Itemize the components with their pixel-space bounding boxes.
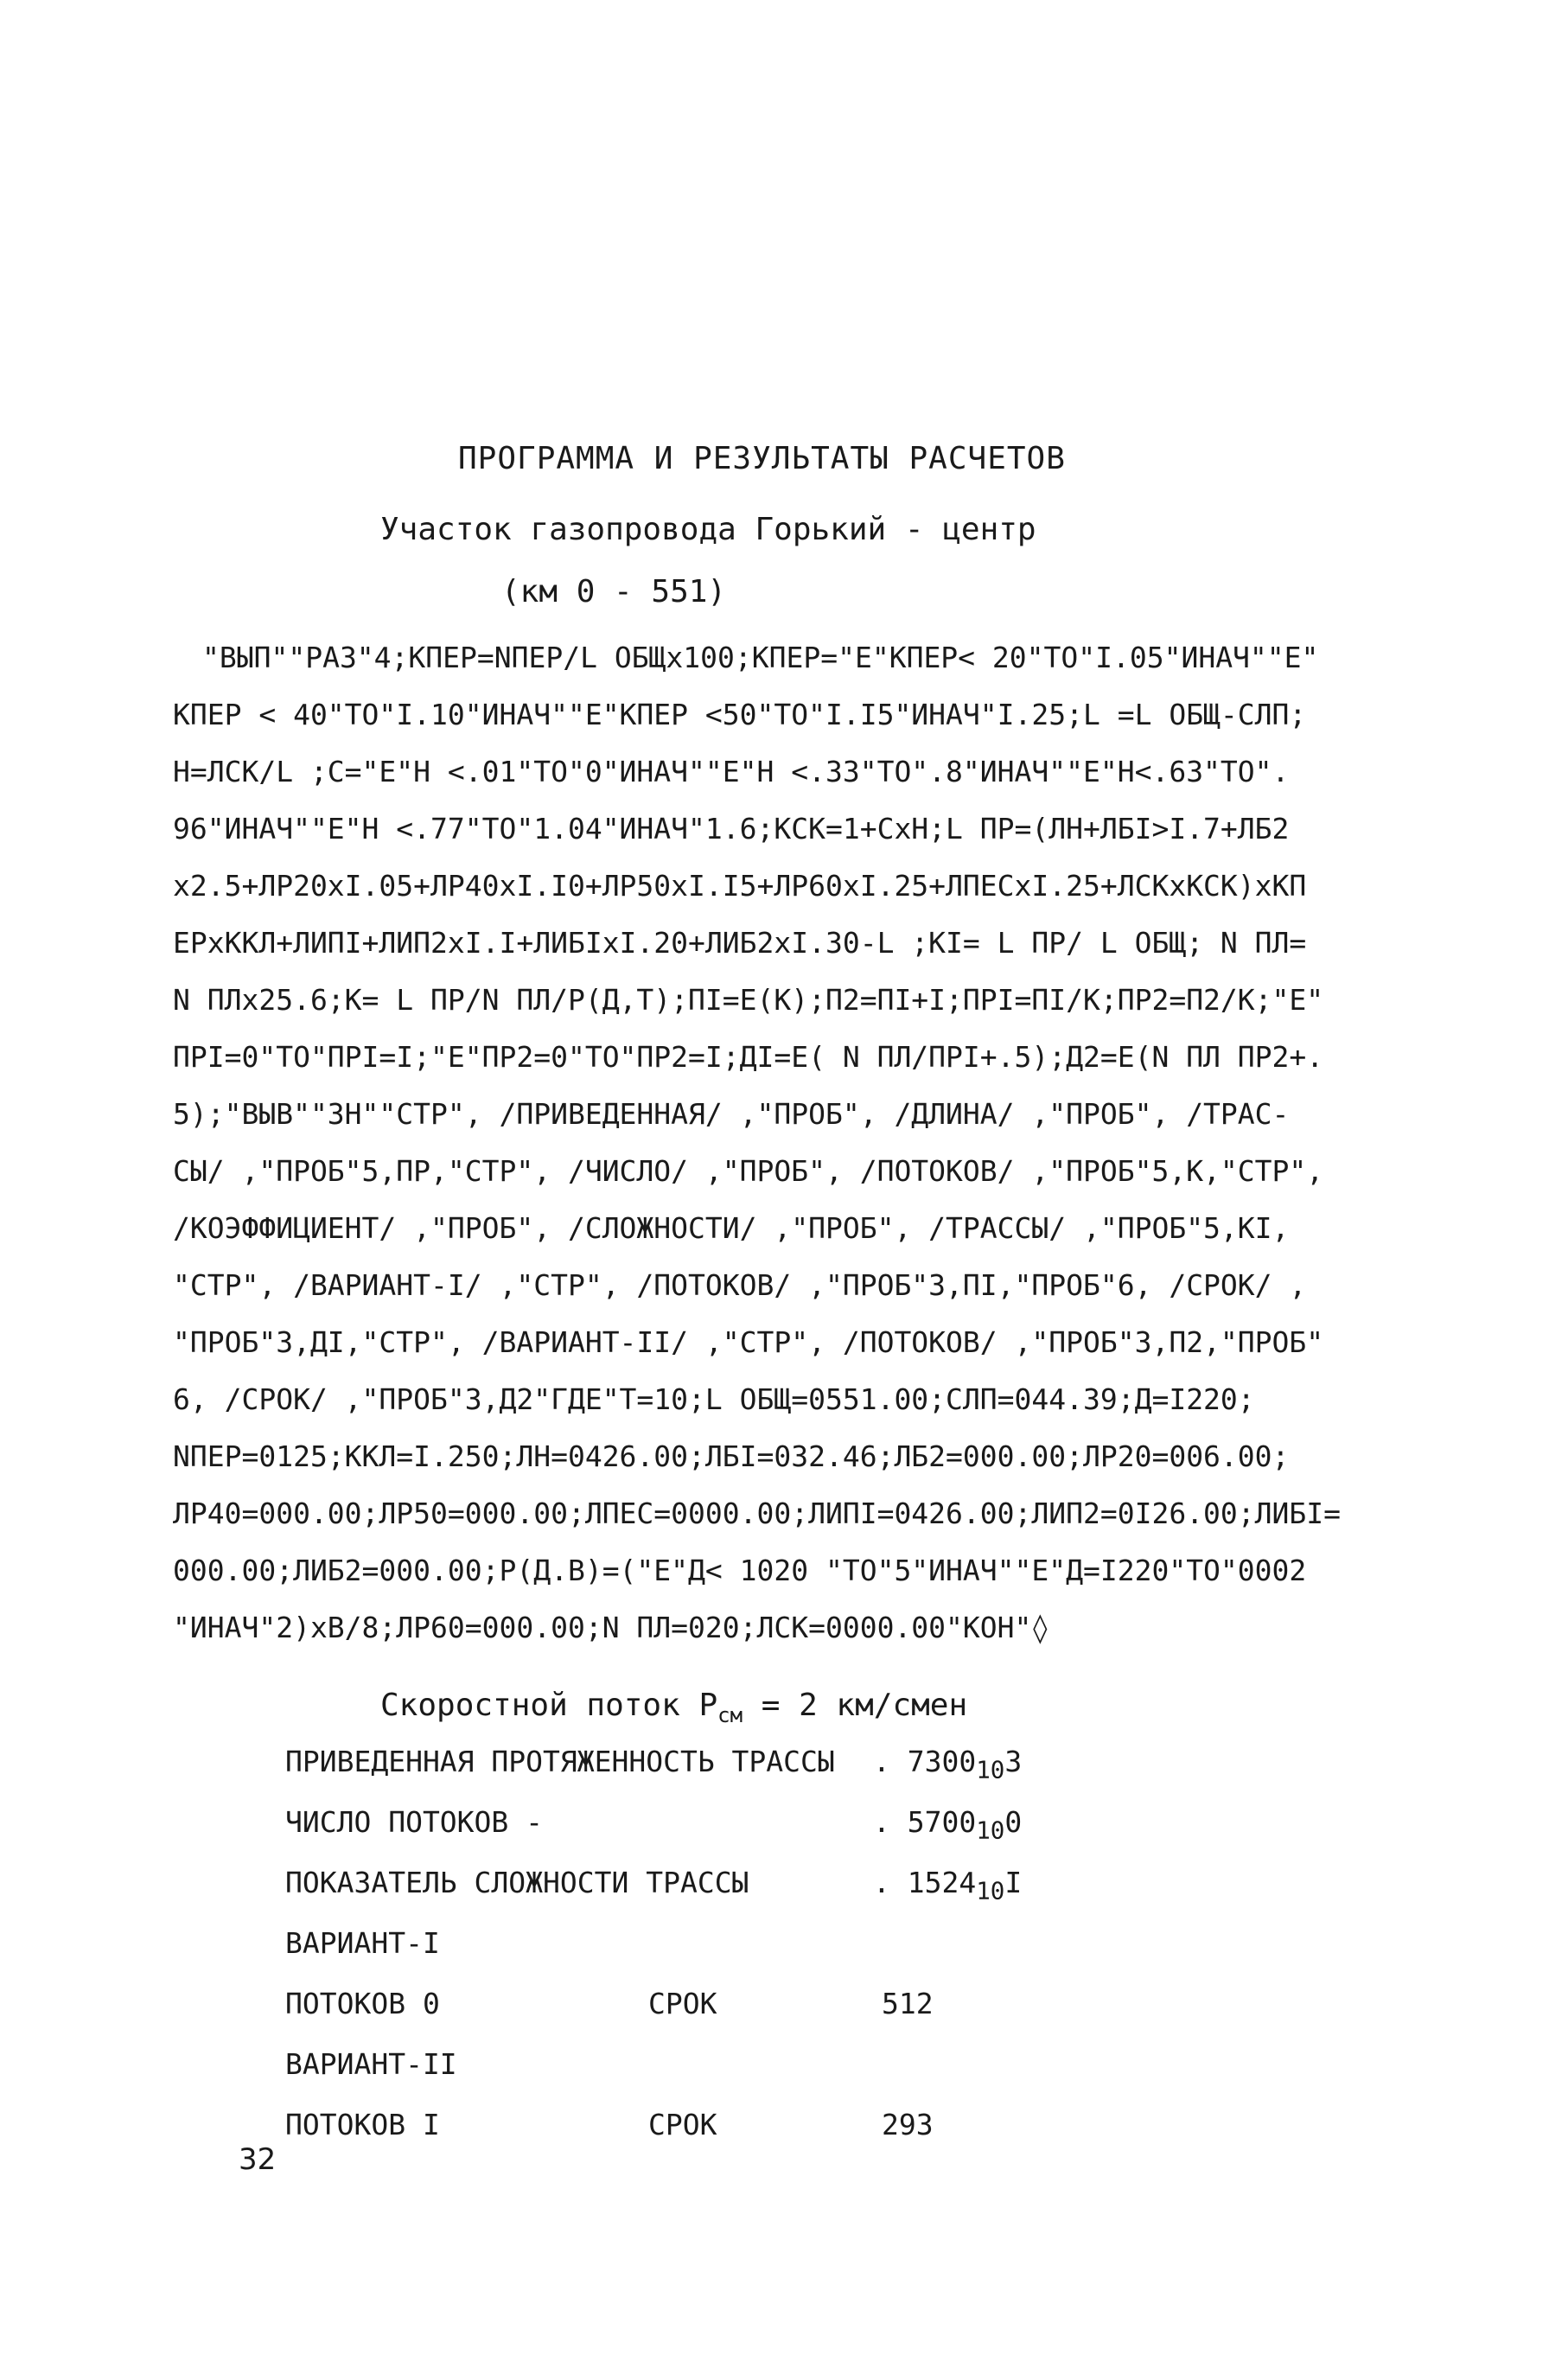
code-line: СЫ/ ,"ПРОБ"5,ПР,"СТР", /ЧИСЛО/ ,"ПРОБ", /ПОТОКОВ/ ,"ПРОБ"5,К,"СТР", [173, 1154, 1324, 1188]
result-value: 293 [882, 2108, 934, 2141]
code-line: ЕРхККЛ+ЛИПI+ЛИП2хI.I+ЛИБIхI.20+ЛИБ2хI.30-L ;КI= L ПР/ L ОБЩ; N ПЛ= [173, 926, 1307, 960]
flow-rate-line [380, 1688, 967, 1727]
result-value: 512 [882, 1987, 934, 2020]
result-label: ПОТОКОВ 0 [285, 1987, 440, 2020]
result-row [285, 1866, 1323, 1926]
result-label: ПРИВЕДЕННАЯ ПРОТЯЖЕННОСТЬ ТРАССЫ [285, 1745, 835, 1778]
code-line: ПРI=0"ТО"ПРI=I;"Е"ПР2=0"ТО"ПР2=I;ДI=Е( N ПЛ/ПРI+.5);Д2=Е(N ПЛ ПР2+. [173, 1040, 1324, 1074]
flow-label: Скоростной поток Р [380, 1688, 718, 1723]
kilometer-range: (км 0 - 551) [501, 574, 727, 609]
code-line: ЛР40=000.00;ЛР50=000.00;ЛПЕС=0000.00;ЛИПI=0426.00;ЛИП2=0I26.00;ЛИБI= [173, 1497, 1342, 1530]
result-row [285, 1805, 1323, 1866]
result-label: ПОТОКОВ I [285, 2108, 440, 2141]
result-label: ЧИСЛО ПОТОКОВ - [285, 1805, 544, 1839]
code-line: "ИНАЧ"2)хВ/8;ЛР60=000.00;N ПЛ=020;ЛСК=0000.00"КОН"◊ [173, 1611, 1049, 1644]
document-title: ПРОГРАММА И РЕЗУЛЬТАТЫ РАСЧЕТОВ [458, 441, 1066, 476]
code-line: 5);"ВЫВ""ЗН""СТР", /ПРИВЕДЕННАЯ/ ,"ПРОБ", /ДЛИНА/ ,"ПРОБ", /ТРАС- [173, 1097, 1290, 1131]
result-value: . $1524_{10}I$ [873, 1866, 1023, 1905]
code-line: NПЕР=0125;ККЛ=I.250;ЛН=0426.00;ЛБI=032.46;ЛБ2=000.00;ЛР20=006.00; [173, 1439, 1290, 1473]
flow-subscript: см [717, 1703, 743, 1728]
result-value: . $5700_{10}0$ [873, 1805, 1023, 1845]
code-line: /КОЭФФИЦИЕНТ/ ,"ПРОБ", /СЛОЖНОСТИ/ ,"ПРОБ", /ТРАССЫ/ ,"ПРОБ"5,КI, [173, 1211, 1290, 1245]
code-line: 6, /СРОК/ ,"ПРОБ"3,Д2"ГДЕ"Т=10;L ОБЩ=0551.00;СЛП=044.39;Д=I220; [173, 1382, 1255, 1416]
page-number: 32 [239, 2142, 277, 2177]
code-line: "ВЫП""РАЗ"4;КПЕР=NПЕР/L ОБЩх100;КПЕР="Е"КПЕР< 20"ТО"I.05"ИНАЧ""Е" [202, 641, 1319, 674]
code-line: 000.00;ЛИБ2=000.00;Р(Д.В)=("Е"Д< 1020 "ТО"5"ИНАЧ""Е"Д=I220"ТО"0002 [173, 1554, 1307, 1587]
code-line: КПЕР < 40"ТО"I.10"ИНАЧ""Е"КПЕР <50"ТО"I.I5"ИНАЧ"I.25;L =L ОБЩ-СЛП; [173, 698, 1307, 731]
code-line: х2.5+ЛР20хI.05+ЛР40хI.I0+ЛР50хI.I5+ЛР60хI.25+ЛПЕСхI.25+ЛСКхКСК)хКП [173, 869, 1307, 903]
result-row [285, 1745, 1323, 1805]
flow-value: = 2 км/смен [743, 1688, 968, 1723]
program-listing [173, 629, 1400, 1656]
result-row [285, 1926, 1323, 1987]
result-row [285, 2047, 1323, 2108]
code-line: "СТР", /ВАРИАНТ-I/ ,"СТР", /ПОТОКОВ/ ,"ПРОБ"3,ПI,"ПРОБ"6, /СРОК/ , [173, 1268, 1307, 1302]
result-term-label: СРОК [648, 2108, 717, 2141]
result-value: . $7300_{10}3$ [873, 1745, 1023, 1784]
document-subtitle: Участок газопровода Горький - центр [380, 512, 1036, 547]
code-line: "ПРОБ"3,ДI,"СТР", /ВАРИАНТ-II/ ,"СТР", /ПОТОКОВ/ ,"ПРОБ"3,П2,"ПРОБ" [173, 1325, 1324, 1359]
code-line: 96"ИНАЧ""Е"Н <.77"ТО"1.04"ИНАЧ"1.6;КСК=1+СхН;L ПР=(ЛН+ЛБI>I.7+ЛБ2 [173, 812, 1290, 846]
result-row [285, 1987, 1323, 2047]
result-row [285, 2108, 1323, 2168]
variant-heading: ВАРИАНТ-I [285, 1926, 440, 1960]
code-line: Н=ЛСК/L ;С="Е"Н <.01"ТО"0"ИНАЧ""Е"Н <.33"ТО".8"ИНАЧ""Е"Н<.63"ТО". [173, 755, 1290, 788]
variant-heading: ВАРИАНТ-II [285, 2047, 457, 2081]
code-line: N ПЛх25.6;К= L ПР/N ПЛ/Р(Д,Т);ПI=Е(К);П2=ПI+I;ПРI=ПI/К;ПР2=П2/К;"Е" [173, 983, 1324, 1017]
results-table [285, 1745, 1323, 2168]
result-label: ПОКАЗАТЕЛЬ СЛОЖНОСТИ ТРАССЫ [285, 1866, 749, 1899]
result-term-label: СРОК [648, 1987, 717, 2020]
